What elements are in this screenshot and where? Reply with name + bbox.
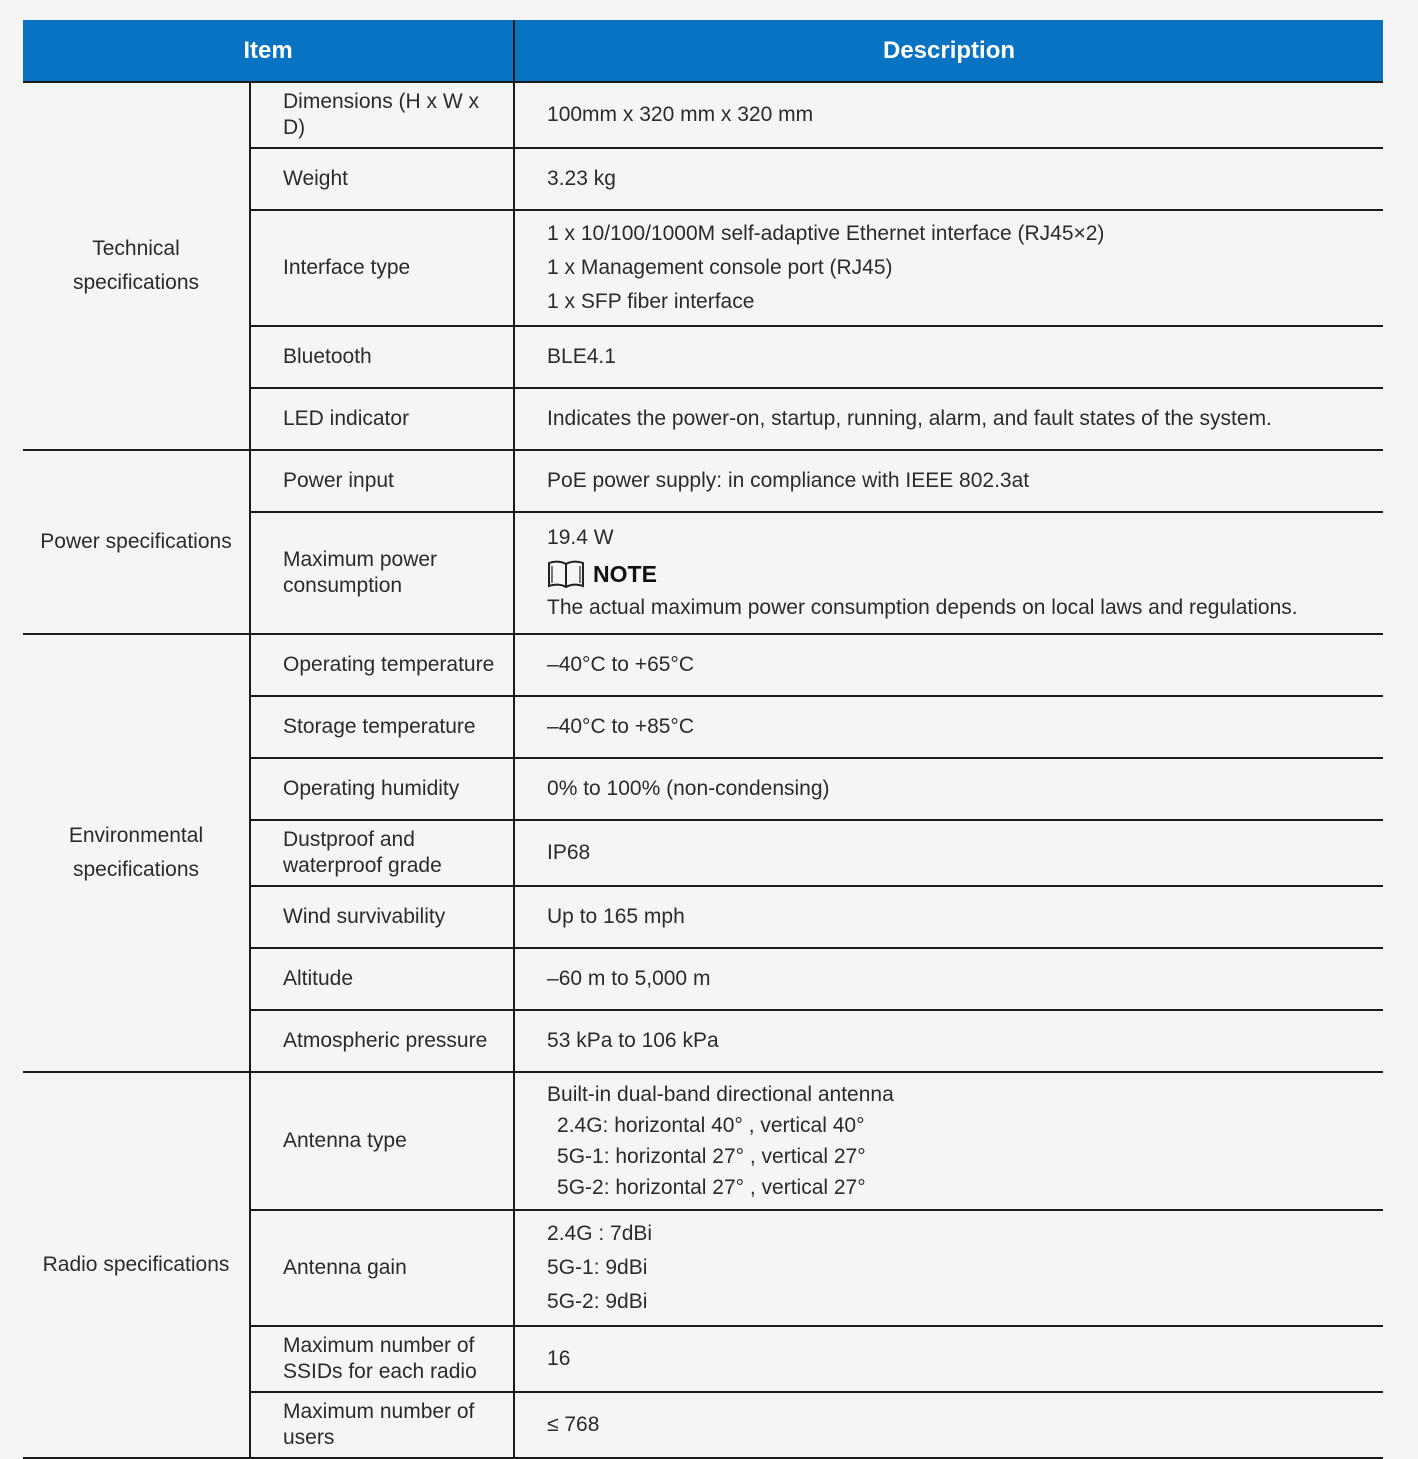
header-item: Item [23,20,514,82]
header-description: Description [514,20,1383,82]
note-block [547,559,1373,589]
desc-line: 1 x 10/100/1000M self-adaptive Ethernet interface (RJ45×2) [547,222,1105,245]
item-op-temp: Operating temperature [250,634,514,696]
item-max-power: Maximum power consumption [250,512,514,634]
desc-altitude: –60 m to 5,000 m [514,948,1383,1010]
category-environmental: Environmental specifications [23,634,250,1072]
header-row [23,20,1383,82]
desc-line: 1 x Management console port (RJ45) [547,256,893,279]
item-bluetooth: Bluetooth [250,326,514,388]
desc-line: 5G-2: horizontal 27° , vertical 27° [557,1176,866,1199]
desc-led: Indicates the power-on, startup, running, alarm, and fault states of the system. [514,388,1383,450]
desc-dimensions: 100mm x 320 mm x 320 mm [514,82,1383,148]
item-altitude: Altitude [250,948,514,1010]
desc-pressure: 53 kPa to 106 kPa [514,1010,1383,1072]
desc-dustproof: IP68 [514,820,1383,886]
item-power-input: Power input [250,450,514,512]
item-pressure: Atmospheric pressure [250,1010,514,1072]
desc-weight: 3.23 kg [514,148,1383,210]
table-row [23,1072,1383,1210]
item-humidity: Operating humidity [250,758,514,820]
item-weight: Weight [250,148,514,210]
note-text: The actual maximum power consumption depends on local laws and regulations. [547,596,1298,619]
desc-line: 2.4G: horizontal 40° , vertical 40° [557,1114,865,1137]
desc-line: Built-in dual-band directional antenna [547,1083,894,1106]
desc-max-ssid: 16 [514,1326,1383,1392]
item-storage-temp: Storage temperature [250,696,514,758]
desc-humidity: 0% to 100% (non-condensing) [514,758,1383,820]
item-interface: Interface type [250,210,514,326]
book-icon [547,559,585,589]
desc-line: 5G-1: horizontal 27° , vertical 27° [557,1145,866,1168]
spec-table [23,20,1383,1459]
desc-line: 1 x SFP fiber interface [547,290,755,313]
item-dimensions: Dimensions (H x W x D) [250,82,514,148]
desc-line: 5G-1: 9dBi [547,1256,648,1279]
desc-storage-temp: –40°C to +85°C [514,696,1383,758]
desc-interface [514,210,1383,326]
desc-antenna-type [514,1072,1383,1210]
table-row [23,450,1383,512]
desc-antenna-gain [514,1210,1383,1326]
note-title: NOTE [593,561,657,587]
desc-wind: Up to 165 mph [514,886,1383,948]
desc-max-power [514,512,1383,634]
max-power-value: 19.4 W [547,526,614,549]
desc-op-temp: –40°C to +65°C [514,634,1383,696]
category-radio: Radio specifications [23,1072,250,1458]
category-technical: Technical specifications [23,82,250,450]
desc-power-input: PoE power supply: in compliance with IEEE 802.3at [514,450,1383,512]
item-led: LED indicator [250,388,514,450]
item-dustproof: Dustproof and waterproof grade [250,820,514,886]
desc-line: 2.4G : 7dBi [547,1222,653,1245]
desc-line: 5G-2: 9dBi [547,1290,648,1313]
item-max-ssid: Maximum number of SSIDs for each radio [250,1326,514,1392]
desc-bluetooth: BLE4.1 [514,326,1383,388]
item-max-users: Maximum number of users [250,1392,514,1458]
table-row [23,634,1383,696]
item-antenna-gain: Antenna gain [250,1210,514,1326]
item-wind: Wind survivability [250,886,514,948]
item-antenna-type: Antenna type [250,1072,514,1210]
table-row [23,82,1383,148]
category-power: Power specifications [23,450,250,634]
desc-max-users: ≤ 768 [514,1392,1383,1458]
